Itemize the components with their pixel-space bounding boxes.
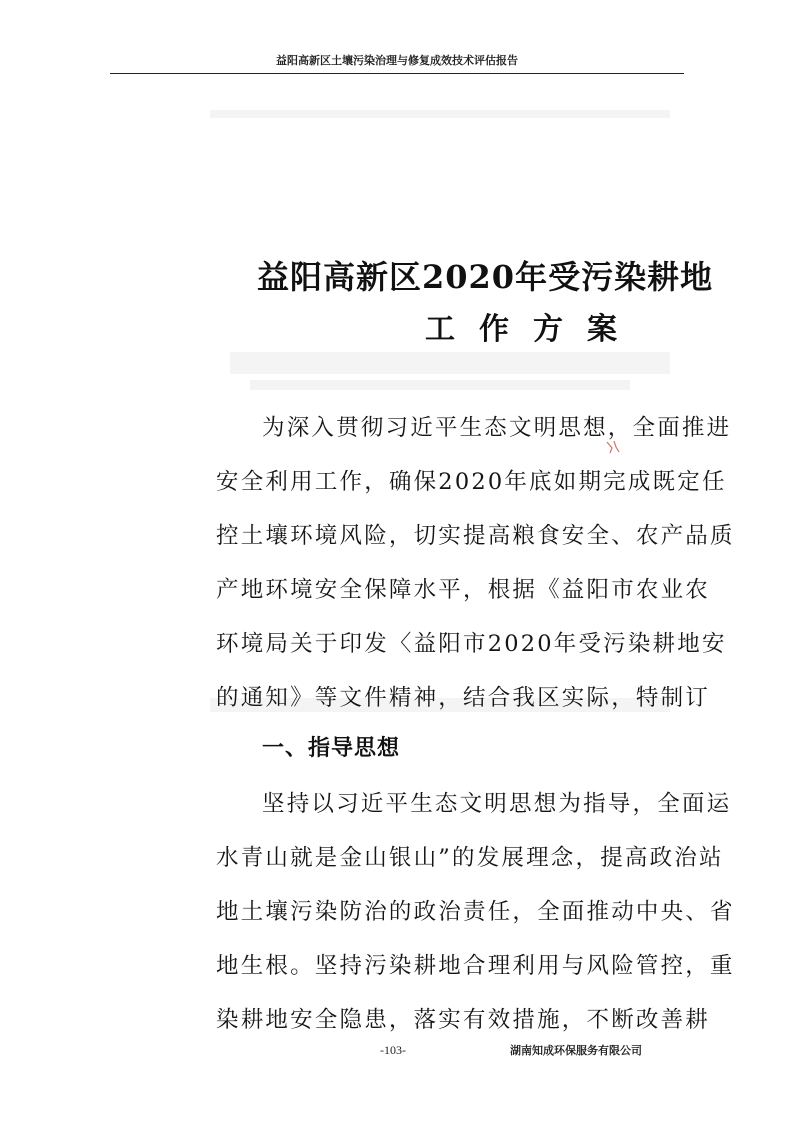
header-rule bbox=[110, 73, 684, 74]
paragraph-line: 产地环境安全保障水平，根据《益阳市农业农 bbox=[216, 577, 711, 603]
paragraph-line: 的通知》等文件精神，结合我区实际，特制订 bbox=[216, 685, 711, 711]
bleed-through-mark bbox=[230, 352, 670, 374]
page-number: -103- bbox=[380, 1043, 406, 1057]
paragraph-line: 水青山就是金山银山”的发展理念，提高政治站 bbox=[216, 845, 724, 871]
paragraph-line: 坚持以习近平生态文明思想为指导，全面运 bbox=[262, 791, 732, 817]
footer-company: 湖南知成环保服务有限公司 bbox=[510, 1044, 642, 1057]
paragraph-line: 环境局关于印发〈益阳市2020年受污染耕地安 bbox=[216, 631, 727, 657]
bleed-through-mark bbox=[250, 380, 630, 390]
paragraph-line: 为深入贯彻习近平生态文明思想，全面推进 bbox=[262, 415, 732, 441]
running-header: 益阳高新区土壤污染治理与修复成效技术评估报告 bbox=[276, 54, 518, 67]
document-title-line2: 工作方案 bbox=[425, 312, 641, 347]
paragraph-line: 控土壤环境风险，切实提高粮食安全、农产品质 bbox=[216, 523, 735, 549]
document-title-line1: 益阳高新区2020年受污染耕地 bbox=[257, 258, 714, 296]
paragraph-line: 染耕地安全隐患，落实有效措施，不断改善耕 bbox=[216, 1007, 711, 1033]
section-heading: 一、指导思想 bbox=[262, 736, 401, 761]
paragraph-line: 安全利用工作，确保2020年底如期完成既定任 bbox=[216, 469, 727, 495]
bleed-through-mark bbox=[210, 110, 670, 118]
paragraph-line: 地生根。坚持污染耕地合理利用与风险管控，重 bbox=[216, 953, 735, 979]
paragraph-line: 地土壤污染防治的政治责任，全面推动中央、省 bbox=[216, 899, 735, 925]
scanned-page bbox=[200, 80, 735, 1033]
